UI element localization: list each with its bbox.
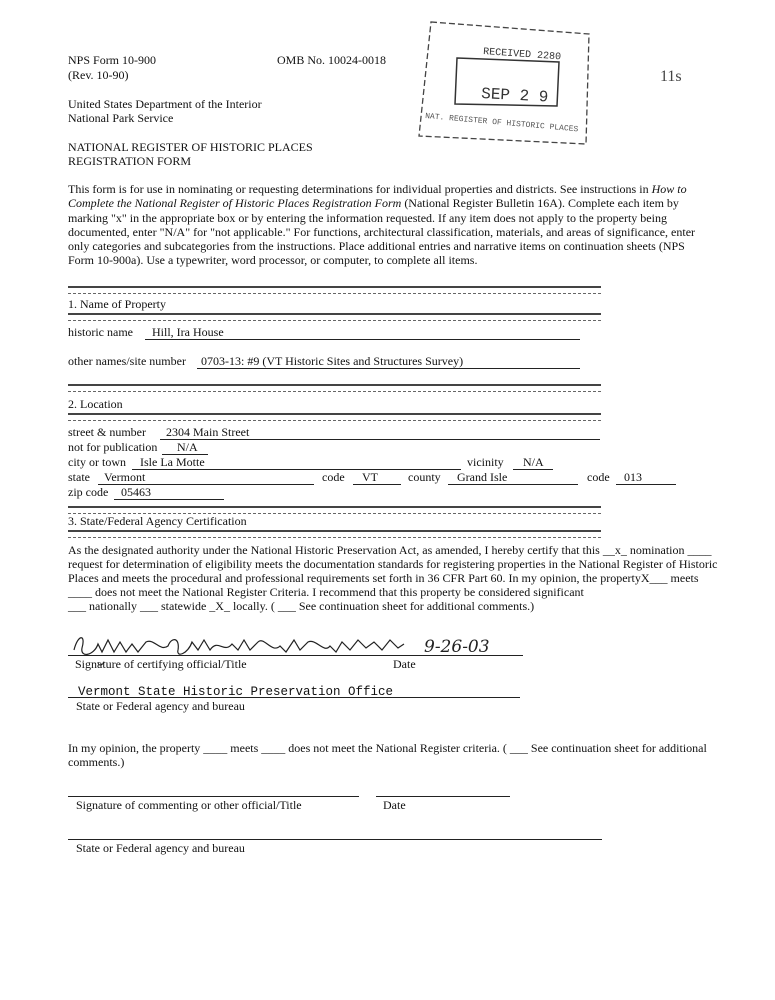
cert-line-4: ____ does not meet the National Register Criteria. I recommend that this property be considered significant [68,585,584,599]
historic-name-line [145,339,580,340]
opinion-line-1: In my opinion, the property ____ meets ____ does not meet the National Register criteria. ( ___ See continuation sheet for additional [68,741,707,755]
intro-paragraph [68,182,708,268]
intro-text-a: This form is for use in nominating or requesting determinations for individual properties and districts. See instructions in [68,182,652,196]
not-for-publication-value[interactable]: N/A [177,440,198,454]
form-title: NATIONAL REGISTER OF HISTORIC PLACES [68,140,313,154]
zip-label: zip code [68,485,109,499]
form-number: NPS Form 10-900 [68,53,157,67]
agency2-label: State or Federal agency and bureau [76,841,245,855]
cert-line-5: ___ nationally ___ statewide _X_ locally. ( ___ See continuation sheet for additional comments.) [68,599,535,613]
state-code-label: code [322,470,345,484]
nomination-mark[interactable]: __x_ [602,543,627,557]
state-label: state [68,470,90,484]
state-value[interactable]: Vermont [104,470,146,484]
stamp-date: SEP 2 9 [480,85,549,107]
signature-date: 9-26-03 [424,637,490,657]
cert-text: nomination ____ [626,543,712,557]
form-revision: (Rev. 10-90) [68,68,129,82]
agency-value[interactable]: Vermont State Historic Preservation Office [78,685,394,699]
cert-line-3 [68,571,699,585]
street-line [160,439,600,440]
omb-number: OMB No. 10024-0018 [277,53,387,67]
section-divider [68,384,601,392]
county-line [448,484,578,485]
agency-line [68,697,520,698]
county-code-label: code [587,470,610,484]
agency-service: National Park Service [68,111,174,125]
county-label: county [408,470,441,484]
comment-signature-line [68,796,359,797]
street-value[interactable]: 2304 Main Street [166,425,250,439]
section-3-heading: 3. State/Federal Agency Certification [68,514,247,528]
zip-line [114,499,224,500]
comment-date-label: Date [383,798,406,812]
city-value[interactable]: Isle La Motte [140,455,205,469]
received-stamp [413,18,598,148]
cert-text: meets [667,571,699,585]
vicinity-value[interactable]: N/A [523,455,544,469]
signature-line [68,655,523,656]
county-code-line [616,484,676,485]
cert-line-1 [68,543,712,557]
street-label: street & number [68,425,146,439]
not-for-publication-label: not for publication [68,440,158,454]
intro-title: How to Complete the National Register of Historic Places Registration Form [68,182,687,211]
county-code-value[interactable]: 013 [624,470,642,484]
intro-text-c: (National Register Bulletin 16A). Complete each item by marking "x" in the appropriate box or by entering the information requested. If any item does not apply to the property being documented, enter "N/A" for "not applicable." For functions, architectural classification, materials, and areas of significance, enter only categories and subcategories from the instructions. Place additional entries and narrative items on continuation sheets (NPS Form 10-900a). Use a typewriter, word processor, or computer, to complete all items. [68,196,696,268]
historic-name-label: historic name [68,325,133,339]
cert-line-2: request for determination of eligibility meets the documentation standards for registering properties in the National Register of Historic [68,557,718,571]
other-names-value[interactable]: 0703-13: #9 (VT Historic Sites and Structures Survey) [201,354,464,368]
historic-name-value[interactable]: Hill, Ira House [152,325,224,339]
other-names-line [197,368,580,369]
state-code-line [353,484,401,485]
city-label: city or town [68,455,126,469]
stamp-register: NAT. REGISTER OF HISTORIC PLACES [424,112,579,135]
corner-mark: 11s [660,68,682,85]
meets-mark[interactable]: X___ [640,571,668,585]
comment-signature-label: Signature of commenting or other official/Title [76,798,302,812]
department: United States Department of the Interior [68,97,262,111]
vicinity-line [513,469,553,470]
agency-label: State or Federal agency and bureau [76,699,245,713]
cert-text: As the designated authority under the National Historic Preservation Act, as amended, I hereby certify that this [68,543,603,557]
form-subtitle: REGISTRATION FORM [68,154,192,168]
signature-date-label: Date [393,657,416,671]
section-2-heading: 2. Location [68,397,123,411]
county-value[interactable]: Grand Isle [457,470,508,484]
cert-text: Places and meets the procedural and professional requirements set forth in 36 CFR Part 60. In my opinion, the property [68,571,641,585]
signature-label: Signature of certifying official/Title [75,657,247,671]
section-divider [68,506,601,514]
state-code-value[interactable]: VT [362,470,378,484]
section-divider [68,286,601,294]
agency2-line [68,839,602,840]
opinion-line-2: comments.) [68,755,125,769]
section-1-heading: 1. Name of Property [68,297,166,311]
section-divider [68,413,601,421]
section-divider [68,530,601,538]
vicinity-label: vicinity [467,455,504,469]
comment-date-line [376,796,510,797]
section-divider [68,313,601,321]
zip-value[interactable]: 05463 [121,485,151,499]
stamp-received: RECEIVED 2280 [482,47,562,64]
other-names-label: other names/site number [68,354,186,368]
